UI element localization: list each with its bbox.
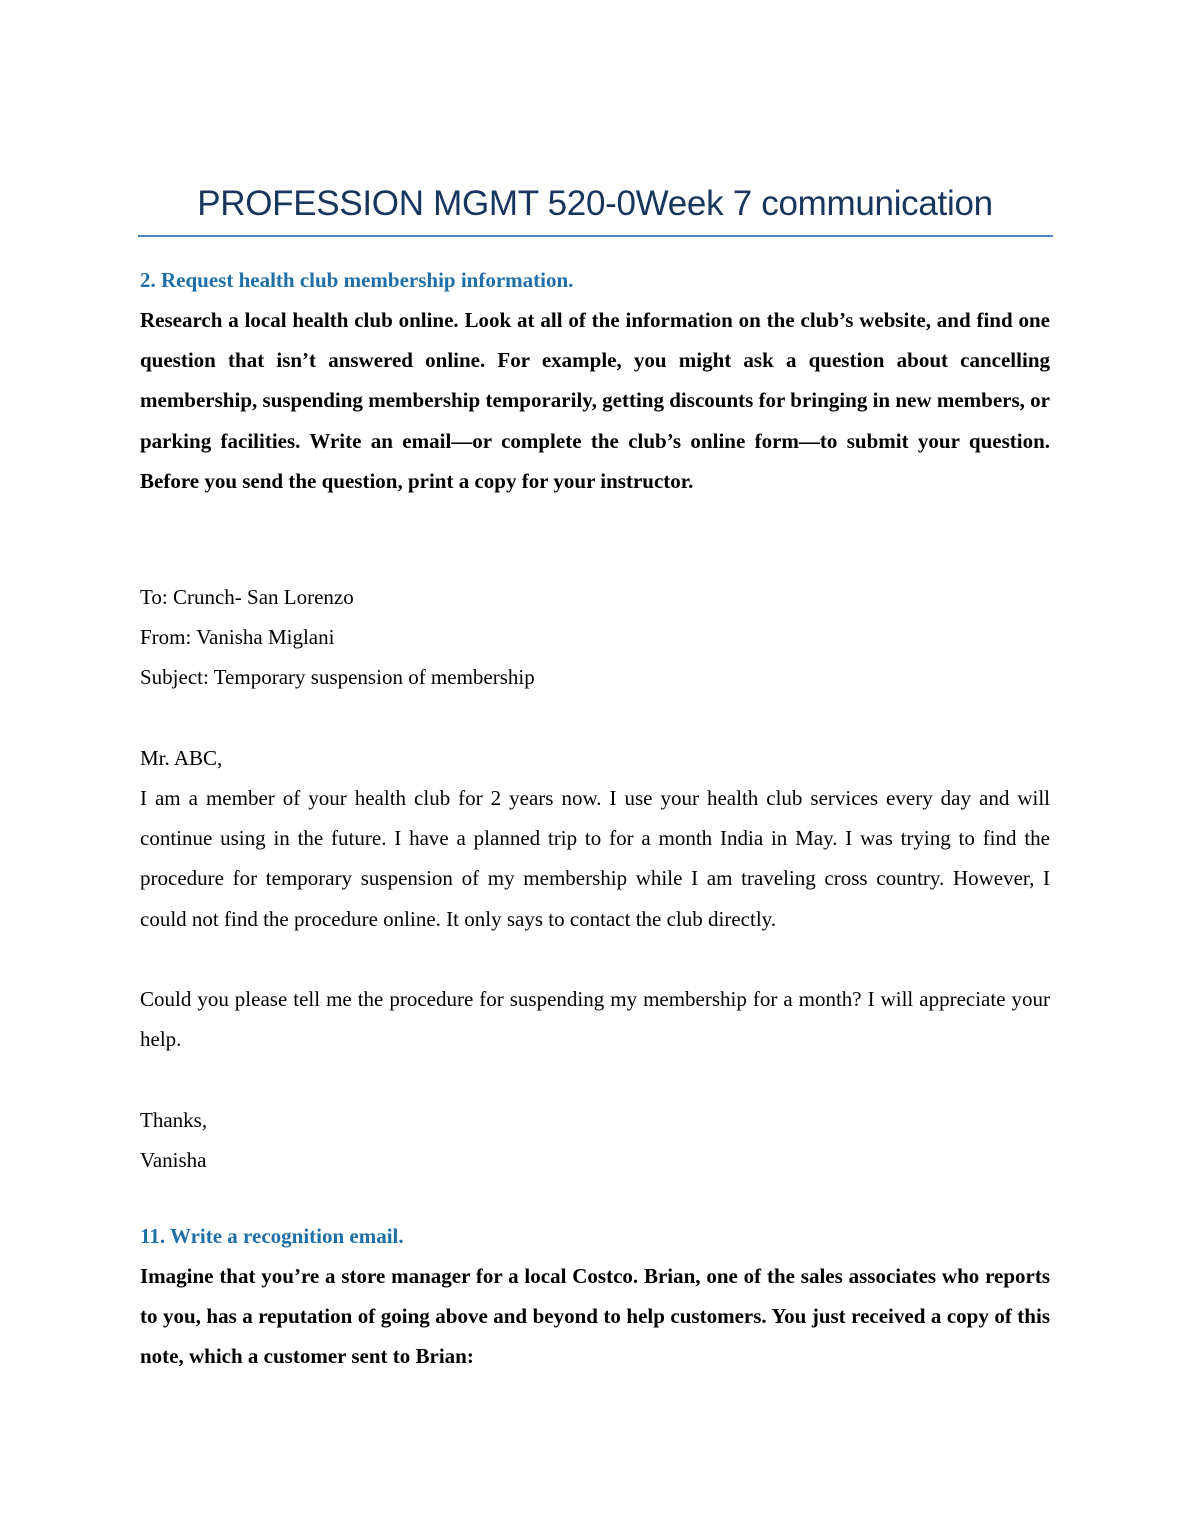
email-body-paragraph: I am a member of your health club for 2 years now. I use your health club services every day and will continue using in the future. I have a planned trip to for a month India in May. I was trying to find the procedure for temporary suspension of my membership while I am traveling cross country. However, I could not find the procedure online. It only says to contact the club directly. [140, 785, 1050, 931]
spacer [140, 939, 1050, 979]
email-closing: Thanks, [140, 1107, 208, 1132]
spacer [140, 698, 1050, 738]
email-greeting: Mr. ABC, [140, 745, 223, 770]
section-heading-recognition: 11. Write a recognition email. [140, 1223, 404, 1248]
spacer [140, 1059, 1050, 1099]
email-to-line: To: Crunch- San Lorenzo [140, 585, 354, 609]
assignment-prompt-health-club: Research a local health club online. Look at all of the information on the club’s website, and find one question that isn’t answered online. For example, you might ask a question about cancelling membership, suspending membership temporarily, getting discounts for bringing in new members, or parking facilities. Write an email—or complete the club’s online form—to submit your question. Before you send the question, print a copy for your instructor. [140, 308, 1050, 493]
email-signature: Vanisha [140, 1147, 207, 1172]
document-title: PROFESSION MGMT 520-0Week 7 communication [197, 184, 993, 223]
spacer [140, 1180, 1050, 1216]
email-subject-line: Subject: Temporary suspension of membership [140, 665, 535, 690]
document-body [140, 260, 1050, 1377]
email-header [140, 577, 1050, 698]
spacer [140, 541, 1050, 577]
title-underline [138, 235, 1053, 237]
email-body-paragraph: Could you please tell me the procedure for suspending my membership for a month? I will appreciate your help. [140, 986, 1050, 1052]
assignment-prompt-recognition: Imagine that you’re a store manager for a local Costco. Brian, one of the sales associates who reports to you, has a reputation of going above and beyond to help customers. You just received a copy of this note, which a customer sent to Brian: [140, 1263, 1050, 1369]
email-from-line: From: Vanisha Miglani [140, 625, 335, 650]
section-heading-health-club: 2. Request health club membership information. [140, 268, 574, 292]
